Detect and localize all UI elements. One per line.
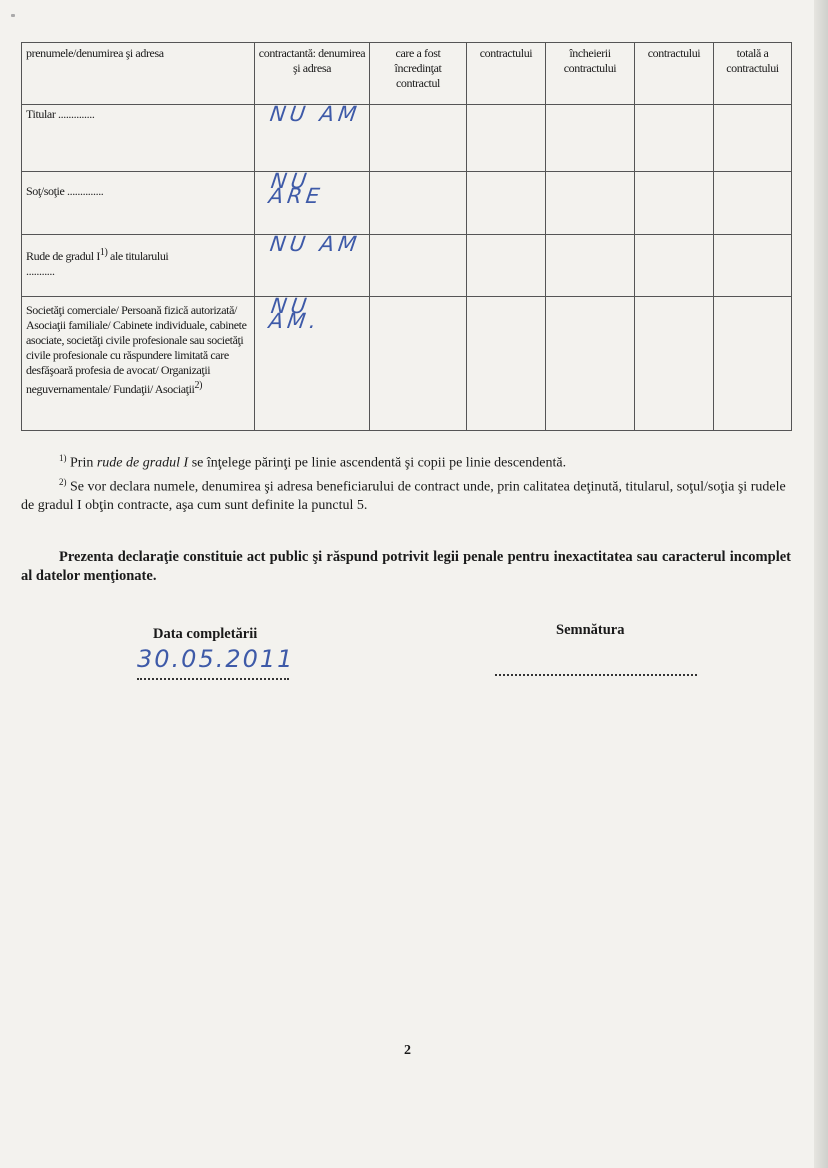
empty-cell <box>370 297 467 431</box>
row-entry <box>255 169 370 235</box>
row-entry <box>255 102 370 172</box>
footnote-2: $^{2)}$ Se vor declara numele, denumirea şi adresa beneficiarului de contract unde, prin calitatea deţinută, titularul, soţul/soţia şi rudele de gradul I obţin contracte, aşa cum sunt definite la punctul 5. <box>21 476 786 514</box>
header-cell: încheierii contractului <box>546 43 635 105</box>
empty-cell <box>546 105 635 172</box>
empty-cell <box>467 172 546 235</box>
empty-cell <box>714 297 792 431</box>
header-cell: contractantă: denumirea şi adresa <box>255 43 370 105</box>
row-entry <box>255 232 370 297</box>
handwritten-entry: NU AM. <box>267 294 322 333</box>
row-entry <box>255 294 370 431</box>
header-cell: totală a contractului <box>714 43 792 105</box>
row-label-relatives: Rude de gradul $I^{1)}$ ale titularului ........... <box>22 235 255 297</box>
footnotes <box>21 449 791 515</box>
page-number: 2 <box>404 1043 411 1058</box>
empty-cell <box>635 297 714 431</box>
empty-cell <box>714 235 792 297</box>
signature-line <box>495 672 697 676</box>
header-cell: contractului <box>635 43 714 105</box>
empty-cell <box>714 172 792 235</box>
empty-cell <box>546 297 635 431</box>
table-row <box>22 172 792 235</box>
row-label-titular: Titular .............. <box>22 105 255 172</box>
header-cell: care a fost încredinţat contractul <box>370 43 467 105</box>
empty-cell <box>370 172 467 235</box>
empty-cell <box>635 105 714 172</box>
empty-cell <box>467 105 546 172</box>
handwritten-entry: NU AM <box>268 102 363 126</box>
declaration-statement: Prezenta declaraţie constituie act public şi răspund potrivit legii penale pentru inexactitatea sau caracterul incomplet al datelor menţionate. <box>21 549 791 584</box>
empty-cell <box>635 235 714 297</box>
row-label-companies: Societăţi comerciale/ Persoană fizică autorizată/ Asociaţii familiale/ Cabinete individuale, cabinete asociate, societăţi civile profesionale sau societăţi civile profesionale cu răspundere limitată care desfăşoară profesia de avocat/ Organizaţii neguvernamentale/ Fundaţii/ Asociaţii$^{2)}$ <box>22 297 255 431</box>
empty-cell <box>546 235 635 297</box>
signature-label: Semnătura <box>556 622 625 638</box>
scan-speck <box>11 14 15 17</box>
empty-cell <box>546 172 635 235</box>
empty-cell <box>370 235 467 297</box>
empty-cell <box>635 172 714 235</box>
table-row <box>22 105 792 172</box>
handwritten-entry: NU ARE <box>267 169 325 208</box>
header-cell: prenumele/denumirea şi adresa <box>22 43 255 105</box>
empty-cell <box>467 235 546 297</box>
date-label: Data completării <box>153 626 258 642</box>
empty-cell <box>467 297 546 431</box>
footnote-1: $^{1)}$ Prin rude de gradul I se înţelege părinţi pe linie ascendentă şi copii pe linie descendentă. <box>59 453 567 471</box>
handwritten-date: 30.05.2011 <box>137 640 289 680</box>
table-row <box>22 235 792 297</box>
empty-cell <box>714 105 792 172</box>
row-label-spouse: Soţ/soţie .............. <box>22 172 255 235</box>
table-header-row <box>22 43 792 105</box>
empty-cell <box>370 105 467 172</box>
contracts-table <box>21 42 792 431</box>
page-edge-shadow <box>814 0 828 1168</box>
handwritten-entry: NU AM <box>268 232 363 256</box>
table-row <box>22 297 792 431</box>
header-cell: contractului <box>467 43 546 105</box>
